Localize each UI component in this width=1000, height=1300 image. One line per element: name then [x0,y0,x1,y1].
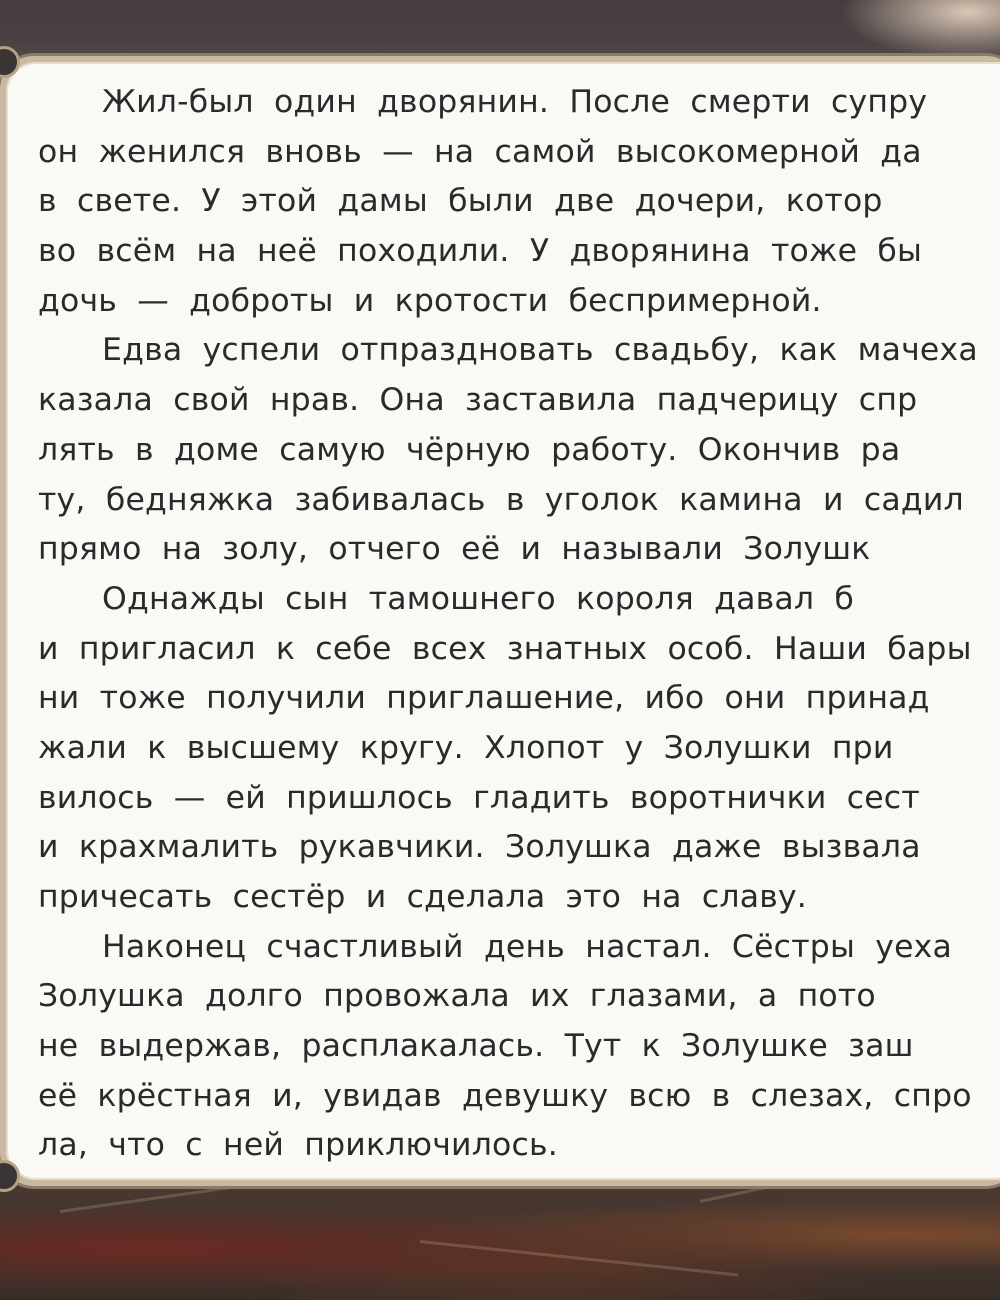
story-line: Золушка долго провожала их глазами, а пото [38,978,876,1015]
story-text [38,78,1000,1171]
story-line: Однажды сын тамошнего короля давал б [102,580,855,617]
story-line: ту, бедняжка забивалась в уголок камина и садил [38,481,964,518]
story-line: дочь — доброты и кротости беспримерной. [38,282,822,319]
story-line: вилось — ей пришлось гладить воротнички сест [38,779,920,816]
story-line: причесать сестёр и сделала это на славу. [38,879,808,915]
story-line: и пригласил к себе всех знатных особ. Наши бары [38,630,972,667]
story-line: не выдержав, расплакалась. Тут к Золушке заш [38,1028,914,1065]
story-line: он женился вновь — на самой высокомерной да [38,133,922,170]
story-line: во всём на неё походили. У дворянина тоже бы [38,233,923,270]
story-line: ла, что с ней приключилось. [38,1127,559,1164]
story-line: казала свой нрав. Она заставила падчерицу спр [38,382,918,419]
story-line: в свете. У этой дамы были две дочери, котор [38,183,883,220]
story-line: жали к высшему кругу. Хлопот у Золушки при [38,729,894,766]
story-line: Наконец счастливый день настал. Сёстры уеха [102,928,952,965]
story-line: Жил-был один дворянин. После смерти супру [102,84,928,120]
story-line: прямо на золу, отчего её и называли Золушк [38,531,871,568]
story-line: Едва успели отпраздновать свадьбу, как мачеха [102,332,978,369]
story-line: лять в доме самую чёрную работу. Окончив ра [38,431,901,468]
story-line: её крёстная и, увидав девушку всю в слезах, спро [38,1077,972,1114]
story-line: и крахмалить рукавчики. Золушка даже вызвала [38,829,921,866]
background-illustration-bottom [0,1170,1000,1300]
story-line: ни тоже получили приглашение, ибо они принад [38,680,930,717]
